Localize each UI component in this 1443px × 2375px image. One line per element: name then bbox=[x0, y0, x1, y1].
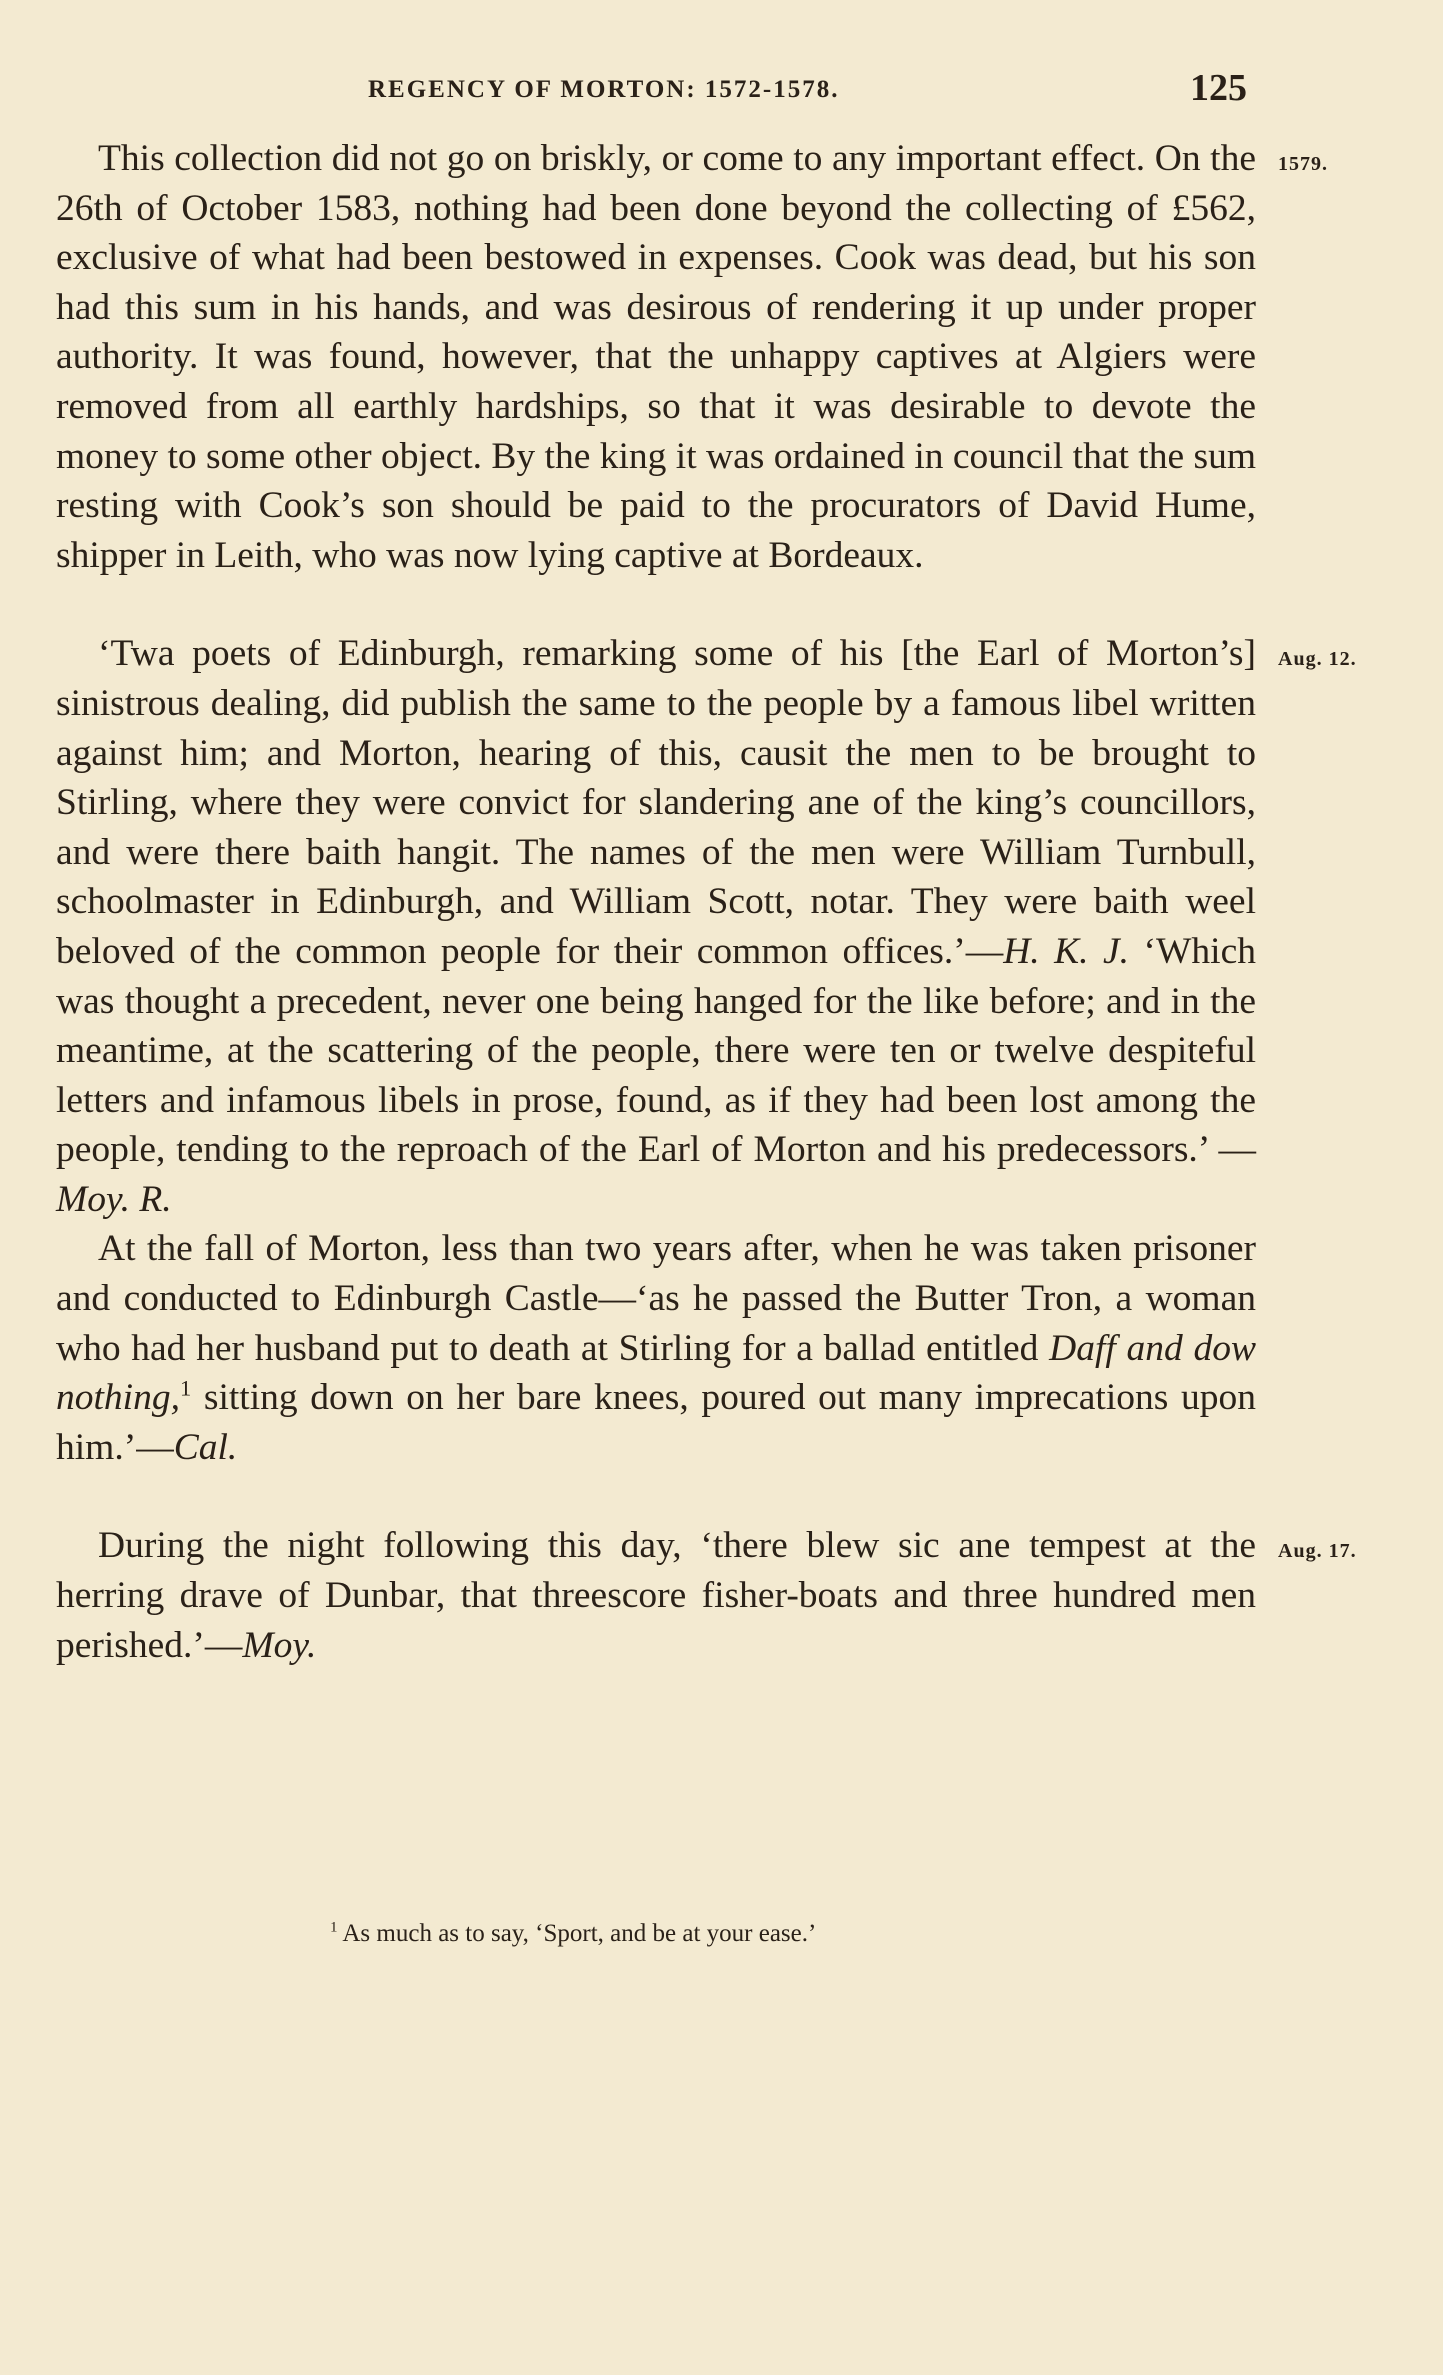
margin-date-note: 1579. bbox=[1278, 153, 1328, 175]
margin-date-note: Aug. 17. bbox=[1278, 1540, 1357, 1563]
margin-date-note: Aug. 12. bbox=[1278, 648, 1357, 671]
text-run: During the night following this day, ‘there blew sic ane tempest at the herring drave of Dunbar, that threescore fisher-boats and three hundred men perished.’— bbox=[56, 1525, 1256, 1666]
italic-citation: Moy. bbox=[242, 1624, 317, 1666]
text-run: ‘Twa poets of Edinburgh, remarking some of his [the Earl of Morton’s] sinistrous dealing, did publish the same to the people by a famous libel written against him; and Morton, hearing of this, causit the men to be brought to Stirling, where they were convict for slandering ane of the king’s councillors, and were there baith hangit. The names of the men were William Turnbull, schoolmaster in Edinburgh, and William Scott, notar. They were baith weel beloved of the common people for their common offices.’— bbox=[56, 633, 1256, 972]
italic-citation: H. K. J. bbox=[1003, 930, 1130, 972]
italic-citation: Cal. bbox=[173, 1426, 238, 1468]
paragraph bbox=[56, 134, 1256, 580]
paragraph bbox=[56, 629, 1256, 1224]
body-text bbox=[56, 134, 1357, 1670]
entry bbox=[56, 1521, 1357, 1670]
page-number: 125 bbox=[1190, 67, 1247, 109]
paragraph bbox=[56, 1224, 1256, 1472]
text-run: sitting down on her bare knees, poured out many imprecations upon him.’— bbox=[56, 1377, 1256, 1468]
footnote-marker: 1 bbox=[330, 1919, 338, 1936]
entry-gap bbox=[56, 580, 1256, 629]
running-head: REGENCY OF MORTON: 1572-1578. bbox=[368, 76, 840, 103]
italic-citation: Moy. R. bbox=[56, 1178, 172, 1220]
page-header bbox=[56, 58, 1256, 118]
footnote bbox=[330, 1920, 816, 1948]
entry bbox=[56, 629, 1357, 1472]
paragraph bbox=[56, 1521, 1256, 1670]
entry bbox=[56, 134, 1328, 580]
italic-citation: Daff and dow nothing, bbox=[56, 1327, 1256, 1419]
text-run: ‘Which was thought a precedent, never one being hanged for the like before; and in the meantime, at the scattering of the people, there were ten or twelve despiteful letters and infamous libels in prose, found, as if they had been lost among the people, tending to the reproach of the Earl of Morton and his predecessors.’ — bbox=[56, 930, 1256, 1171]
text-run: At the fall of Morton, less than two years after, when he was taken prisoner and conducted to Edinburgh Castle—‘as he passed the Butter Tron, a woman who had her husband put to death at Stirling for a ballad entitled bbox=[56, 1228, 1256, 1369]
footnote-text: As much as to say, ‘Sport, and be at your ease.’ bbox=[342, 1920, 817, 1947]
footnote-reference: 1 bbox=[179, 1375, 192, 1401]
text-run: This collection did not go on briskly, or come to any important effect. On the 26th of October 1583, nothing had been done beyond the collecting of £562, exclusive of what had been bestowed in expenses. Cook was dead, but his son had this sum in his hands, and was desirous of rendering it up under proper authority. It was found, however, that the unhappy captives at Algiers were removed from all earthly hardships, so that it was desirable to devote the money to some other object. By the king it was ordained in council that the sum resting with Cook’s son should be paid to the procurators of David Hume, shipper in Leith, who was now lying captive at Bordeaux. bbox=[56, 138, 1256, 576]
entry-gap bbox=[56, 1472, 1256, 1521]
